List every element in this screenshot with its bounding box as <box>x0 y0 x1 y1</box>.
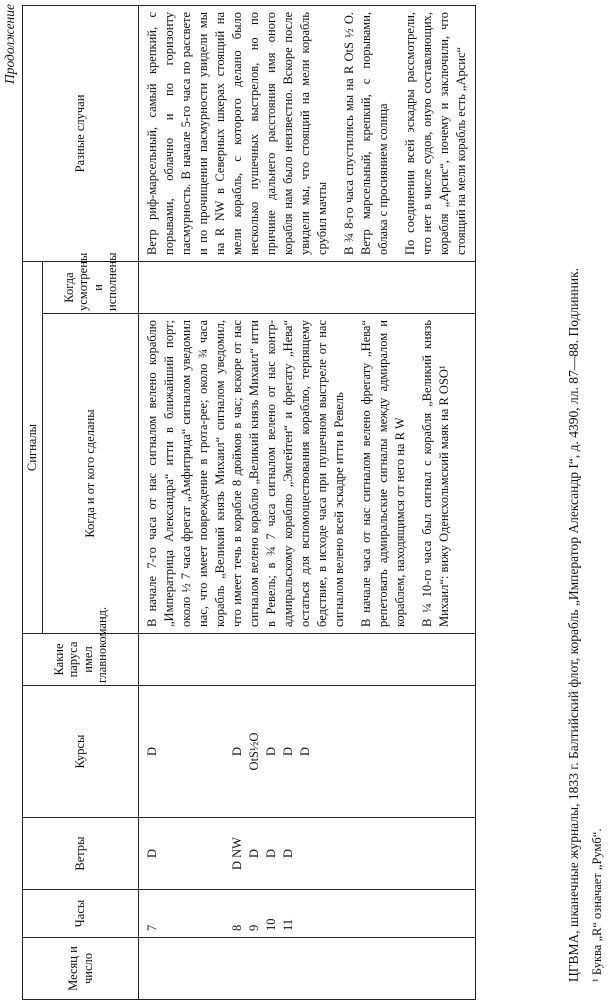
cell-sails <box>139 634 476 686</box>
col-header-courses: Курсы <box>23 686 139 818</box>
cell-courses <box>139 686 476 818</box>
notes-entry-3: По соединении всей эскадры рассмотрели, что нет в числе судов, оную составляющих, корабля „Арсис“, почему и заключили, что стоящий на мели корабль есть „Арсис“ <box>403 11 468 255</box>
signals-entry-3: В ¼ 10-го часа был сигнал с корабля „Великий князь Михаил“: вижу Оденсхольмский маяк на R OSO¹ <box>420 320 451 627</box>
wind-value: D <box>264 848 278 859</box>
col-header-month-day: Месяц и число <box>23 938 139 1000</box>
notes-entry-1: Ветр риф-марсельный, самый крепкий, с порывами, облачно и по горизонту пасмурность. В начале 5-го часа по рассвете и по прочищении пасмурности увидели мы на R NW в Северных шкерах стоящий на мели корабль, с которого делано было несколько пушечных выстрелов, но по причине дальнего расстояния имя оного корабля нам было неизвестно. Вскоре после увидели мы, что стоящий на мели корабль срубил мачты <box>145 11 329 255</box>
course-value: OtS½O <box>247 732 261 771</box>
hour-value: 10 <box>264 918 278 931</box>
hour-value: 9 <box>247 924 261 931</box>
cell-other-cases <box>139 5 476 261</box>
cell-signals-repeated <box>139 261 476 313</box>
course-value: D <box>264 746 278 757</box>
wind-value: D <box>145 848 159 859</box>
signals-entry-1: В начале 7-го часа от нас сигналом велено кораблю „Императрица Александра“ итти в ближайший порт; около ½ 7 часа фрегат „Амфитрида“ сигналом уведомил нас, что имеет повреждение в грота-рее; около ¾ часа корабль „Великий князь Михаил“ сигналом уведомил, что имеет течь в корабле 8 дюймов в час; вскоре от нас сигналом велено кораблю „Великий князь Михаил“ итти в Ревель; в ¾ 7 часа сигналом велено от нас контр-адмиральскому кораблю „Эмгейтен“ и фрегату „Нева“ остаться для вспомоществования кораблю, терпящему бедствие, в исходе часа при пушечном выстреле от нас сигналом велено всей эскадре итти в Ревель <box>145 320 346 627</box>
col-header-when-by-whom: Когда и от кого сделаны <box>43 314 139 634</box>
hour-value: 7 <box>145 924 159 931</box>
hour-value: 8 <box>230 924 244 931</box>
col-header-other-cases: Разные случаи <box>23 5 139 261</box>
notes-entry-2: В ¾ 8-го часа спустились мы на R OtS ½ O. Ветр марсельный, крепкий, с порывами, облака с просиянием солнца <box>342 11 390 255</box>
course-value: D <box>298 746 312 757</box>
col-header-winds: Ветры <box>23 818 139 890</box>
continued-label: Продолжение <box>2 4 17 85</box>
cell-hours <box>139 890 476 938</box>
wind-value: D <box>247 848 261 859</box>
signals-entry-2: В начале часа от нас сигналом велено фрегату „Нева“ репетовать адмиральские сигналы между адмиралом и кораблем, находящимся от него на R W <box>359 320 407 627</box>
course-value: D <box>145 746 159 757</box>
cell-month-day <box>139 938 476 1000</box>
col-header-signals: Сигналы <box>23 261 43 633</box>
course-value: D <box>230 746 244 757</box>
footnote: ¹ Буква „R“ означает „Румб“. <box>590 828 604 982</box>
col-header-sails: Какие паруса имел главнокоманд. <box>23 634 139 686</box>
col-header-hours: Часы <box>23 890 139 938</box>
cell-signals-when <box>139 314 476 634</box>
wind-value: D NW <box>230 837 244 870</box>
wind-value: D <box>281 848 295 859</box>
logbook-table <box>22 5 476 1000</box>
hour-value: 11 <box>281 918 295 931</box>
course-value: D <box>281 746 295 757</box>
archive-reference: ЦГВМА, шканечные журналы, 1833 г. Балтийский флот, корабль „Император Александр I“, д. 4390, лл. 87—88. Подлинник. <box>566 267 581 982</box>
col-header-when-repeated: Когда усмотрены и исполнены <box>43 261 139 313</box>
cell-winds <box>139 818 476 890</box>
